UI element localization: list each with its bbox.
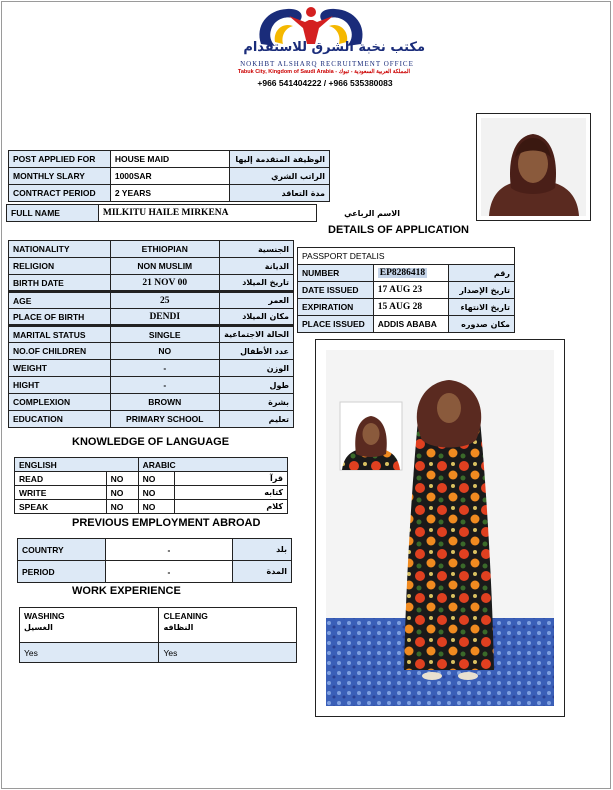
job-label: POST APPLIED FOR [9, 151, 111, 168]
table-row [298, 265, 515, 282]
passport-label: NUMBER [298, 265, 374, 282]
table-row [9, 377, 294, 394]
table-row [18, 561, 292, 583]
passport-label: PLACE ISSUED [298, 316, 374, 333]
personal-label: NO.OF CHILDREN [9, 343, 111, 360]
language-label: WRITE [15, 486, 107, 500]
passport-label-ar: تاريخ الإصدار [449, 282, 515, 299]
language-heading: KNOWLEDGE OF LANGUAGE [72, 436, 230, 448]
company-name-arabic: مكتب نخبة الشرق للاستقدام [243, 40, 425, 55]
employment-label: COUNTRY [18, 539, 106, 561]
personal-value: BROWN [110, 394, 219, 411]
passport-label-ar: مكان صدوره [449, 316, 515, 333]
table-row [9, 411, 294, 428]
job-value: 2 YEARS [110, 185, 229, 202]
personal-table [8, 240, 294, 428]
language-col-arabic: ARABIC [138, 458, 287, 472]
portrait-photo [476, 113, 591, 221]
language-col-english: ENGLISH [15, 458, 139, 472]
table-row [9, 168, 330, 185]
company-address: Tabuk City, Kingdom of Saudi Arabia - المملكة العربية السعودية - تبوك [237, 69, 411, 75]
table-row [9, 309, 294, 326]
table-row [9, 185, 330, 202]
personal-value: DENDI [110, 309, 219, 326]
employment-label: PERIOD [18, 561, 106, 583]
experience-heading: WORK EXPERIENCE [72, 585, 181, 597]
personal-label-ar: الجنسية [219, 241, 293, 258]
personal-value: - [110, 360, 219, 377]
personal-label-ar: تاريخ الميلاد [219, 275, 293, 292]
job-value: 1000SAR [110, 168, 229, 185]
experience-label: WASHING [24, 611, 65, 621]
company-name-english: NOKHBT ALSHARQ RECRUITMENT OFFICE [240, 60, 414, 68]
passport-label-ar: رقم [449, 265, 515, 282]
employment-label-ar: بلد [233, 539, 292, 561]
table-row [9, 258, 294, 275]
employment-value: - [105, 561, 232, 583]
job-value: HOUSE MAID [110, 151, 229, 168]
full-body-photo [315, 339, 565, 717]
table-row [9, 151, 330, 168]
passport-value: 15 AUG 28 [373, 299, 449, 316]
employment-label-ar: المدة [233, 561, 292, 583]
experience-label-ar: النظافه [163, 623, 194, 632]
job-table [8, 150, 330, 202]
passport-table [297, 247, 515, 333]
full-name-label: FULL NAME [7, 205, 99, 222]
job-label: CONTRACT PERIOD [9, 185, 111, 202]
table-row [15, 500, 288, 514]
passport-value: 17 AUG 23 [373, 282, 449, 299]
personal-value: NON MUSLIM [110, 258, 219, 275]
personal-value: - [110, 377, 219, 394]
table-row [15, 472, 288, 486]
language-label-ar: كلام [174, 500, 287, 514]
personal-label: WEIGHT [9, 360, 111, 377]
passport-label: DATE ISSUED [298, 282, 374, 299]
table-row [9, 241, 294, 258]
language-arabic: NO [138, 472, 174, 486]
personal-label: EDUCATION [9, 411, 111, 428]
language-label-ar: كتابه [174, 486, 287, 500]
full-body-image [326, 350, 554, 706]
personal-label-ar: طول [219, 377, 293, 394]
table-row [15, 486, 288, 500]
table-row [298, 299, 515, 316]
full-name-table [6, 204, 404, 222]
full-name-value: MILKITU HAILE MIRKENA [98, 205, 316, 222]
personal-label: MARITAL STATUS [9, 326, 111, 343]
personal-value: NO [110, 343, 219, 360]
portrait-image [481, 118, 586, 216]
table-row [298, 282, 515, 299]
job-label-ar: الراتب الشري [230, 168, 330, 185]
personal-label: RELIGION [9, 258, 111, 275]
table-row [20, 643, 297, 663]
personal-label-ar: تعليم [219, 411, 293, 428]
table-row [298, 248, 515, 265]
personal-label-ar: الحالة الاجتماعية [219, 326, 293, 343]
experience-value: Yes [159, 643, 297, 663]
language-arabic: NO [138, 486, 174, 500]
language-table [14, 457, 288, 514]
table-row [9, 343, 294, 360]
personal-value: 21 NOV 00 [110, 275, 219, 292]
language-label-ar: قرآ [174, 472, 287, 486]
employment-table [17, 538, 292, 583]
table-row [7, 205, 405, 222]
personal-label: AGE [9, 292, 111, 309]
table-row [9, 360, 294, 377]
language-english: NO [106, 472, 138, 486]
personal-value: ETHIOPIAN [110, 241, 219, 258]
details-heading: DETAILS OF APPLICATION [328, 224, 469, 236]
job-label-ar: الوظيفة المتقدمة إليها [230, 151, 330, 168]
table-row [9, 292, 294, 309]
language-english: NO [106, 500, 138, 514]
full-name-label-ar: الاسم الرباعي [316, 205, 404, 222]
personal-label: PLACE OF BIRTH [9, 309, 111, 326]
table-row [298, 316, 515, 333]
passport-value: ADDIS ABABA [373, 316, 449, 333]
experience-label: CLEANING [163, 611, 208, 621]
passport-title: PASSPORT DETALIS [298, 248, 515, 265]
language-label: READ [15, 472, 107, 486]
personal-label-ar: مكان الميلاد [219, 309, 293, 326]
experience-table [19, 607, 297, 663]
job-label: MONTHLY SLARY [9, 168, 111, 185]
personal-label-ar: بشرة [219, 394, 293, 411]
personal-label-ar: العمر [219, 292, 293, 309]
table-row [15, 458, 288, 472]
personal-label-ar: عدد الأطفال [219, 343, 293, 360]
experience-label-ar: الغسيل [24, 623, 53, 632]
passport-label: EXPIRATION [298, 299, 374, 316]
table-row [9, 394, 294, 411]
personal-label: HIGHT [9, 377, 111, 394]
table-row [18, 539, 292, 561]
personal-value: PRIMARY SCHOOL [110, 411, 219, 428]
employment-heading: PREVIOUS EMPLOYMENT ABROAD [72, 517, 261, 529]
personal-label: BIRTH DATE [9, 275, 111, 292]
company-phones: +966 541404222 / +966 535380083 [257, 78, 393, 88]
passport-label-ar: تاريخ الانتهاء [449, 299, 515, 316]
employment-value: - [105, 539, 232, 561]
personal-value: 25 [110, 292, 219, 309]
personal-label: COMPLEXION [9, 394, 111, 411]
language-english: NO [106, 486, 138, 500]
experience-value: Yes [20, 643, 159, 663]
personal-label: NATIONALITY [9, 241, 111, 258]
personal-label-ar: الديانة [219, 258, 293, 275]
personal-label-ar: الوزن [219, 360, 293, 377]
language-label: SPEAK [15, 500, 107, 514]
language-arabic: NO [138, 500, 174, 514]
table-row [20, 608, 297, 643]
table-row [9, 275, 294, 292]
personal-value: SINGLE [110, 326, 219, 343]
table-row [9, 326, 294, 343]
job-label-ar: مدة التعاقد [230, 185, 330, 202]
passport-number: EP8286418 [379, 268, 426, 278]
